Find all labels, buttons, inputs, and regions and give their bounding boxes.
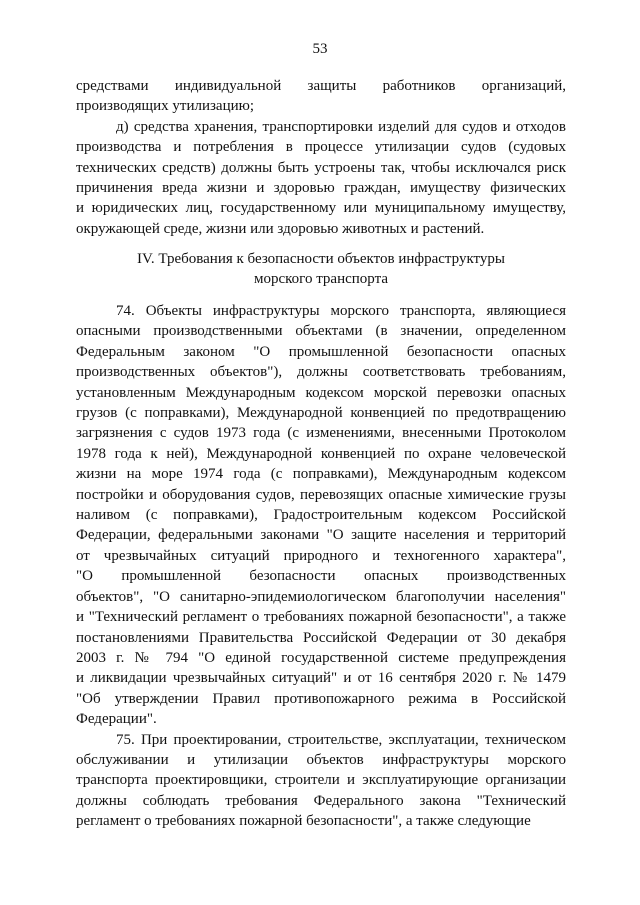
text-line: и ликвидации чрезвычайных ситуаций" и от 16 сентября 2020 г. № 1479: [76, 670, 566, 687]
text-line: должны соблюдать требования Федерального закона "Технический: [76, 792, 566, 809]
text-line: производства и потребления в процессе утилизации судов (судовых: [76, 139, 566, 156]
text-line: средствами индивидуальной защиты работников организаций,: [76, 78, 566, 94]
text-line: 1978 года к ней), Международной конвенцией по охране человеческой: [76, 445, 566, 462]
text-line: 75. При проектировании, строительстве, эксплуатации, техническом: [116, 731, 566, 748]
text-line: и "Технический регламент о требованиях пожарной безопасности", а также: [76, 609, 566, 626]
text-line: технических средств) должны быть устроены так, чтобы исключался риск: [76, 159, 566, 176]
text-line: "Об утверждении Правил противопожарного режима в Российской: [76, 690, 566, 707]
text-line: обслуживании и утилизации объектов инфраструктуры морского: [76, 751, 566, 768]
text-line: причинения вреда жизни и здоровью граждан, имуществу физических: [76, 180, 566, 197]
page-number: 53: [312, 41, 328, 57]
text-line: загрязнения с судов 1973 года (с изменениями, внесенными Протоколом: [76, 425, 566, 442]
text-line: транспорта проектировщики, строители и эксплуатирующие организации: [76, 772, 566, 789]
text-line: и юридических лиц, государственному или муниципальному имуществу,: [76, 200, 566, 217]
text-line: производящих утилизацию;: [76, 98, 254, 115]
text-line: Федеральным законом "О промышленной безопасности опасных: [76, 343, 566, 360]
text-line: 2003 г. № 794 "О единой государственной системе предупреждения: [76, 649, 566, 666]
paragraph: [76, 730, 566, 832]
text-line: 74. Объекты инфраструктуры морского транспорта, являющиеся: [116, 303, 566, 319]
text-line: "О промышленной безопасности опасных производственных: [76, 568, 566, 585]
text-line: регламент о требованиях пожарной безопасности", а также следующие: [76, 813, 531, 830]
text-line: грузов (с поправками), Международной конвенцией по предотвращению: [76, 405, 566, 422]
section-heading-line: IV. Требования к безопасности объектов инфраструктуры: [136, 251, 505, 267]
text-block-top: [76, 76, 566, 239]
paragraph: [76, 76, 566, 117]
text-line: опасными производственными объектами (в значении, определенном: [76, 323, 566, 340]
text-line: д) средства хранения, транспортировки изделий для судов и отходов: [116, 118, 566, 135]
text-line: Федерации, федеральными законами "О защите населения и территорий: [76, 527, 566, 544]
text-line: от чрезвычайных ситуаций природного и техногенного характера",: [76, 547, 566, 564]
text-line: установленным Международным кодексом морской перевозки опасных: [76, 384, 566, 401]
text-line: жизни на море 1974 года (с поправками), Международным кодексом: [76, 466, 566, 483]
text-line: объектов", "О санитарно-эпидемиологическом благополучии населения": [76, 588, 566, 605]
text-line: Федерации".: [76, 711, 157, 728]
paragraph: [76, 117, 566, 239]
section-heading-line: морского транспорта: [253, 270, 388, 287]
text-line: окружающей среде, жизни или здоровью животных и растений.: [76, 220, 485, 237]
text-line: производственных объектов"), должны соответствовать требованиям,: [76, 364, 566, 381]
text-line: постановлениями Правительства Российской Федерации от 30 декабря: [76, 629, 566, 646]
text-line: постройки и оборудования судов, перевозящих опасные химические грузы: [76, 486, 566, 503]
paragraph: [76, 301, 566, 730]
text-block-bottom: [76, 301, 566, 832]
section-heading: [76, 250, 566, 289]
text-line: наливом (с поправками), Градостроительным кодексом Российской: [76, 507, 566, 524]
